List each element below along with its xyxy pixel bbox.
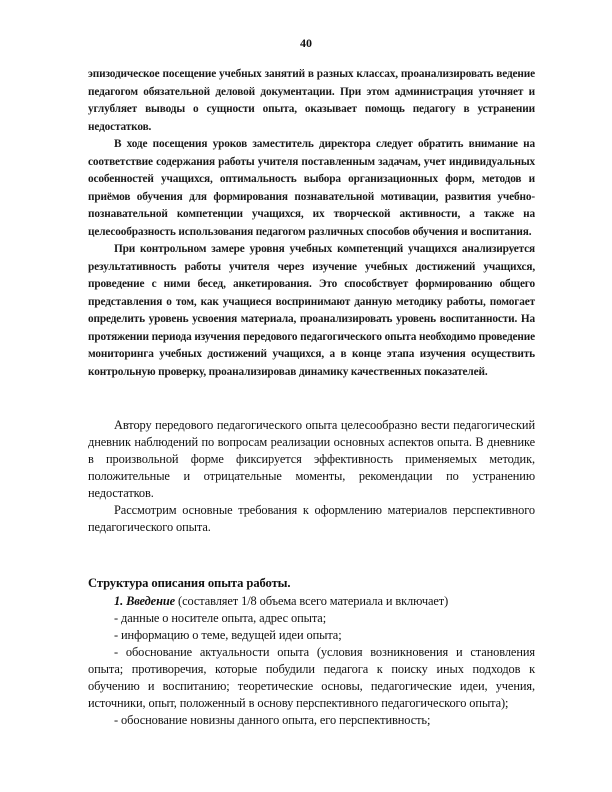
list-item: - данные о носителе опыта, адрес опыта;: [114, 611, 327, 625]
structure-section: [88, 575, 535, 729]
body-text-bold-block: [88, 66, 535, 381]
paragraph-control-measurement: При контрольном замере уровня учебных компетенций учащихся анализируется результативность работы учителя через изучение учебных достижений учащихся, проведение с ними бесед, анкетирования. Это способствует формированию общего представления о том, как учащиеся воспринимают данную методику работы, помогает определить уровень усвоения материала, проанализировать уровень воспитанности. На протяжении периода изучения передового педагогического опыта необходимо проведение мониторинга учебных достижений учащихся, а в конце этапа изучения осуществить контрольную проверку, проанализировав динамику качественных показателей.: [88, 243, 535, 378]
body-text-block: [88, 417, 535, 536]
intro-description: (составляет 1/8 объема всего материала и включает): [175, 594, 449, 608]
intro-line: [88, 593, 535, 610]
paragraph-continuation: эпизодическое посещение учебных занятий в разных классах, проанализировать ведение педагогом обязательной деловой документации. При этом администрация уточняет и углубляет выводы о сущности опыта, оказывает помощь педагогу в устранении недостатков.: [88, 68, 535, 133]
list-item: - обоснование новизны данного опыта, его перспективность;: [114, 713, 431, 727]
paragraph-requirements: Рассмотрим основные требования к оформлению материалов перспективного педагогического опыта.: [88, 503, 535, 534]
list-item: - обоснование актуальности опыта (условия возникновения и становления опыта; противоречия, которые побудили педагога к поиску иных подходов к обучению и воспитанию; теоретические основы, педагогические идеи, учения, источники, опыт, положенный в основу перспективного педагогического опыта);: [88, 645, 535, 710]
paragraph-pedagogical-diary: Автору передового педагогического опыта целесообразно вести педагогический дневник наблюдений по вопросам реализации основных аспектов опыта. В дневнике в произвольной форме фиксируется эффективность применяемых методик, положительные и отрицательные моменты, рекомендации по устранению недостатков.: [88, 418, 535, 500]
page-number: 40: [300, 36, 312, 50]
intro-heading: 1. Введение: [114, 594, 176, 608]
section-title: Структура описания опыта работы.: [88, 576, 291, 590]
paragraph-lesson-observation: В ходе посещения уроков заместитель директора следует обратить внимание на соответствие содержания работы учителя поставленным задачам, учет индивидуальных особенностей учащихся, оптимальность выбора организационных форм, методов и приёмов обучения для формирования познавательной мотивации, развития учебно-познавательной компетенции учащихся, их творческой активности, а также на целесообразность использования педагогом различных способов обучения и воспитания.: [88, 138, 535, 238]
list-item: - информацию о теме, ведущей идеи опыта;: [114, 628, 342, 642]
